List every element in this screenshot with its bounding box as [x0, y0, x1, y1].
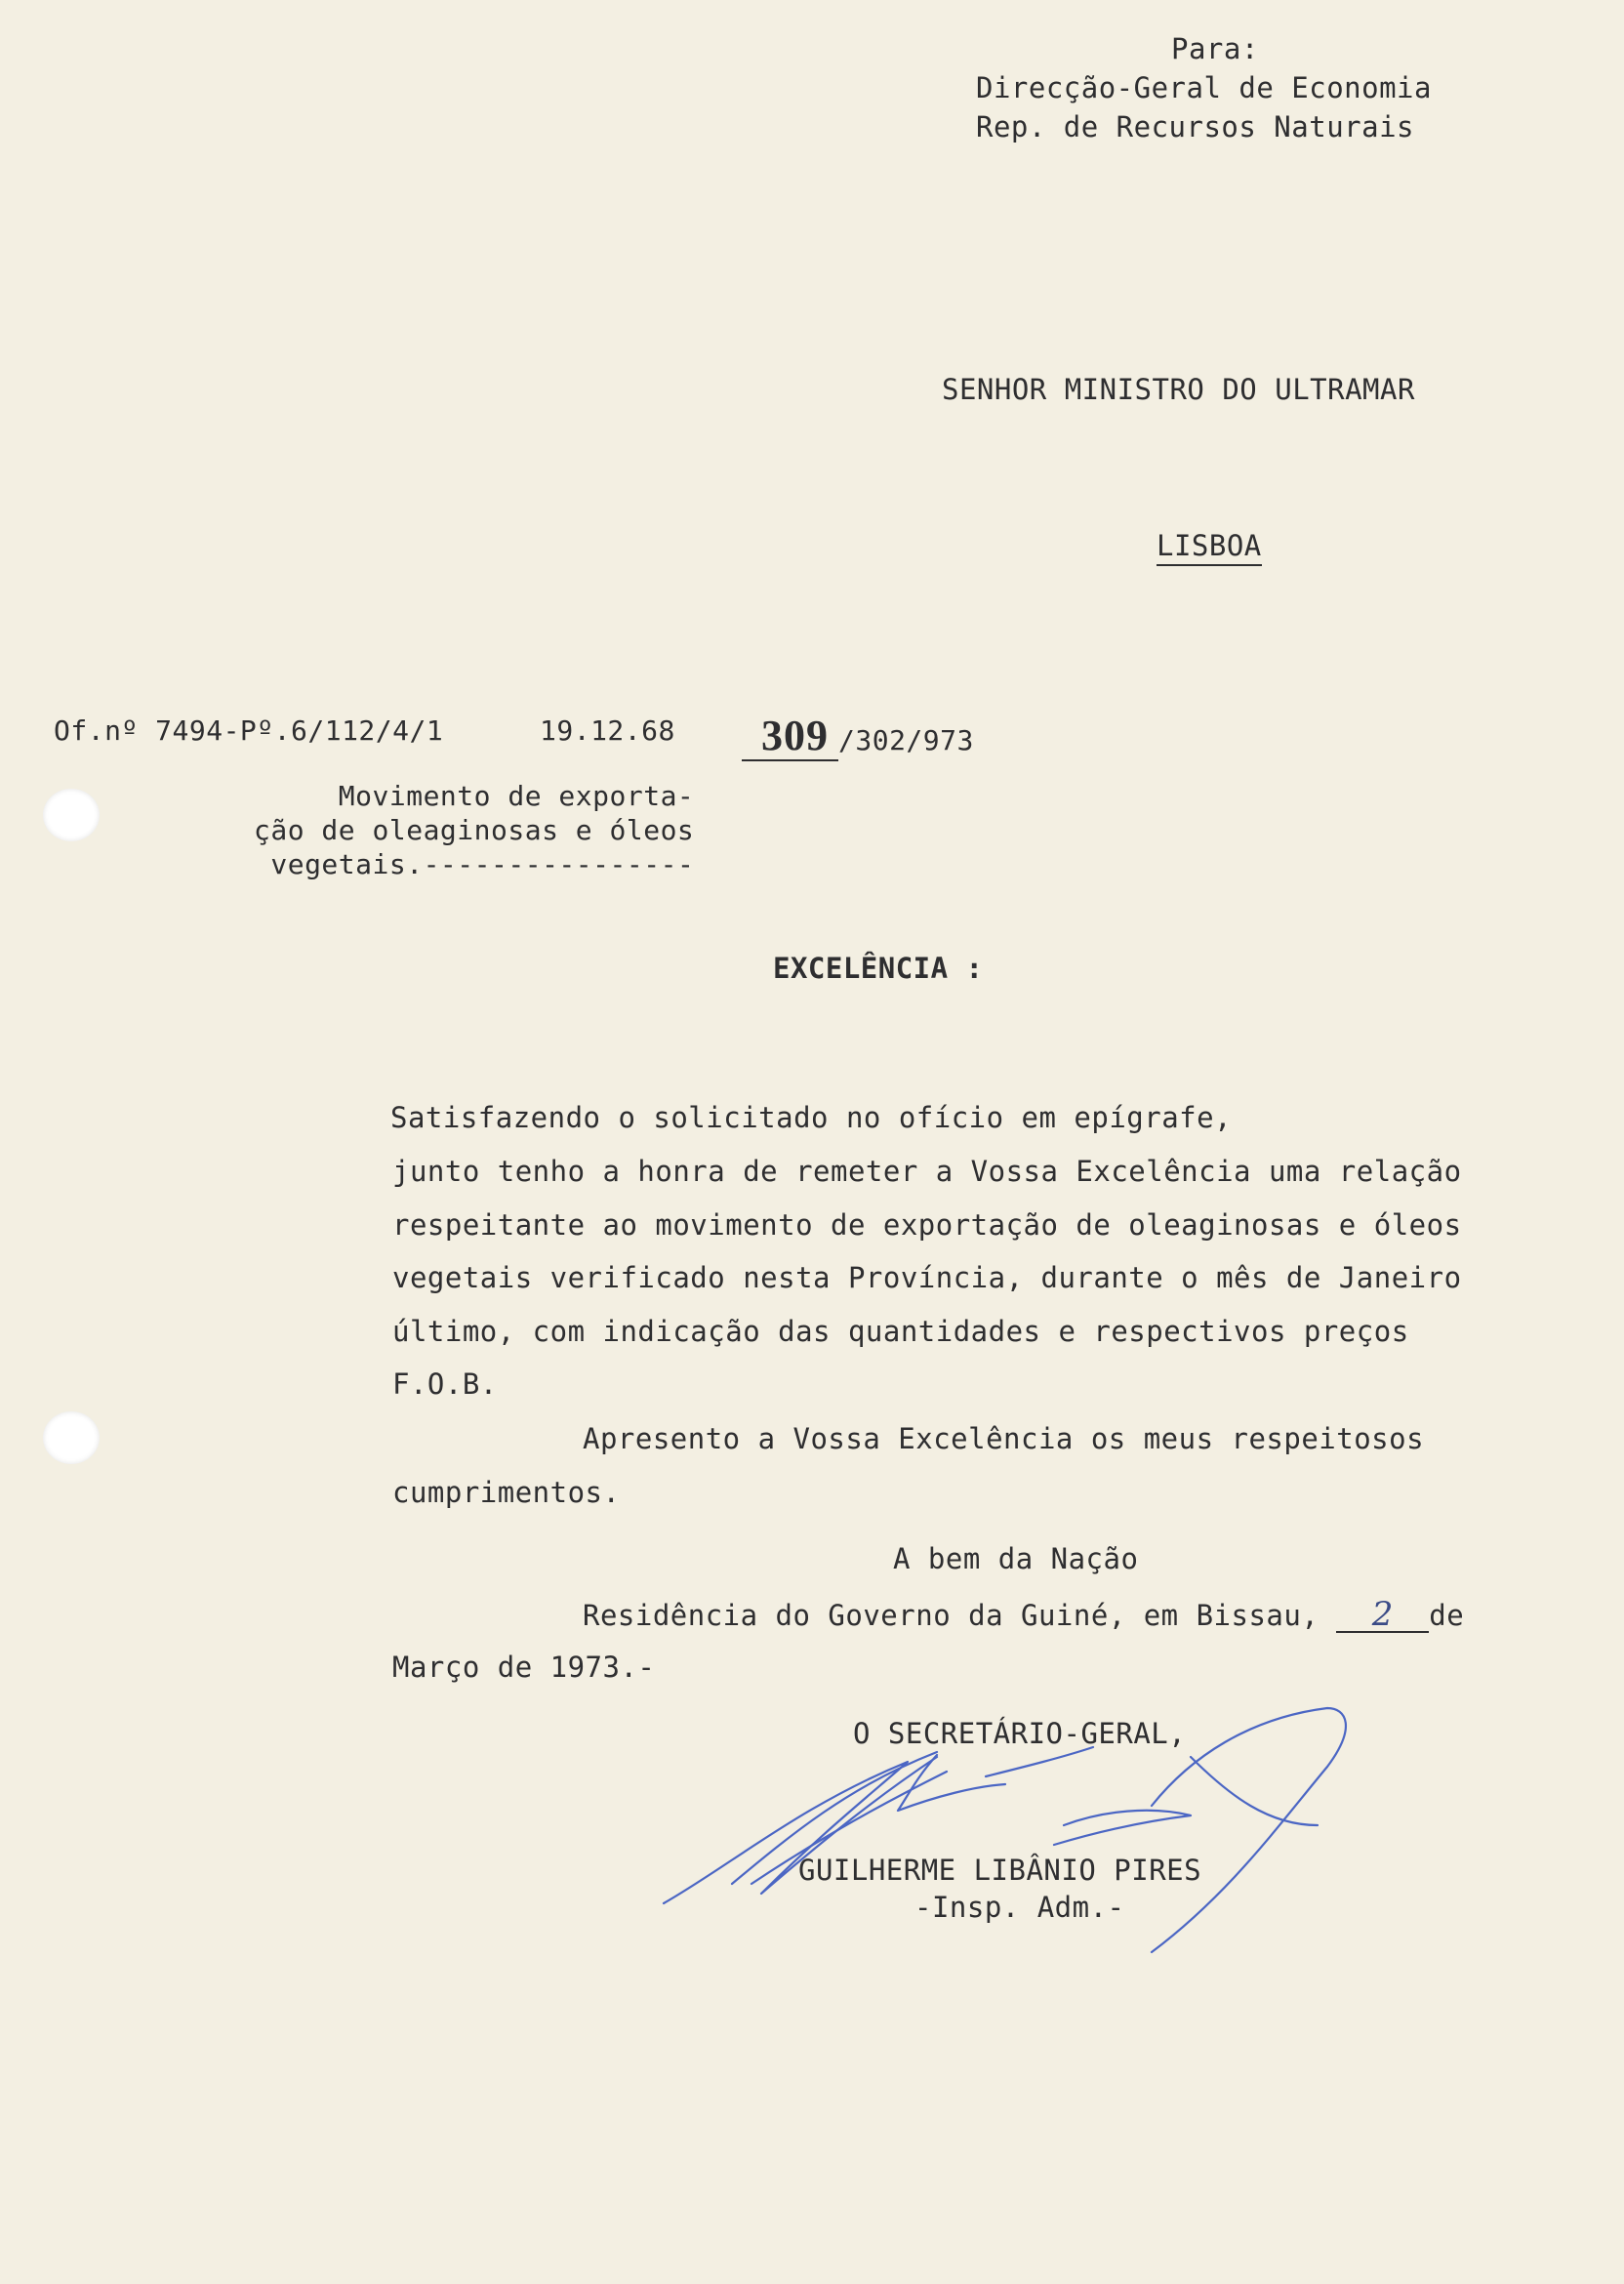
- register-number-rest: /302/973: [838, 724, 974, 756]
- office-reference: Of.nº 7494-Pº.6/112/4/1: [54, 714, 444, 747]
- punch-hole: [43, 789, 100, 841]
- body-line: F.O.B.: [392, 1367, 498, 1401]
- addressee: SENHOR MINISTRO DO ULTRAMAR: [942, 373, 1415, 406]
- subject-block: [254, 779, 694, 881]
- city: LISBOA: [1157, 532, 1262, 566]
- body-paragraph-2-second-line: cumprimentos.: [392, 1476, 621, 1509]
- month-year: Março de 1973.-: [392, 1651, 656, 1684]
- body-paragraph-1-first-line: Satisfazendo o solicitado no ofício em epígrafe,: [390, 1101, 1233, 1134]
- body-paragraph-2-first-line: Apresento a Vossa Excelência os meus respeitosos: [583, 1422, 1425, 1455]
- recipient-line-2: Rep. de Recursos Naturais: [976, 110, 1414, 143]
- register-number: [742, 714, 974, 761]
- punch-hole: [43, 1411, 100, 1464]
- body-paragraph-1: [392, 1145, 1462, 1411]
- place-after: de: [1429, 1599, 1465, 1632]
- recipient-block: [976, 29, 1432, 146]
- subject-line-3: vegetais.----------------: [270, 848, 695, 880]
- body-line: último, com indicação das quantidades e respectivos preços: [392, 1314, 1409, 1348]
- recipient-label: Para:: [1171, 32, 1259, 65]
- handwritten-signature: [644, 1640, 1386, 1962]
- recipient-line-1: Direcção-Geral de Economia: [976, 71, 1432, 104]
- subject-line-1: Movimento de exporta-: [338, 780, 695, 812]
- signatory-title: O SECRETÁRIO-GERAL,: [853, 1717, 1187, 1750]
- closing-formula: A bem da Nação: [893, 1542, 1139, 1575]
- place-and-date: [583, 1595, 1465, 1634]
- subject-line-2: ção de oleaginosas e óleos: [254, 814, 695, 846]
- body-line: junto tenho a honra de remeter a Vossa Excelência uma relação: [392, 1155, 1462, 1188]
- place-text: Residência do Governo da Guiné, em Bissau,: [583, 1599, 1320, 1632]
- signatory-rank: -Insp. Adm.-: [914, 1891, 1125, 1924]
- office-reference-date: 19.12.68: [540, 714, 675, 747]
- handwritten-day: 2: [1336, 1598, 1429, 1633]
- register-number-main: 309: [742, 714, 838, 761]
- body-line: vegetais verificado nesta Província, durante o mês de Janeiro: [392, 1261, 1462, 1294]
- body-line: respeitante ao movimento de exportação de oleaginosas e óleos: [392, 1207, 1462, 1242]
- salutation: EXCELÊNCIA :: [773, 952, 984, 985]
- signatory-name: GUILHERME LIBÂNIO PIRES: [798, 1854, 1202, 1887]
